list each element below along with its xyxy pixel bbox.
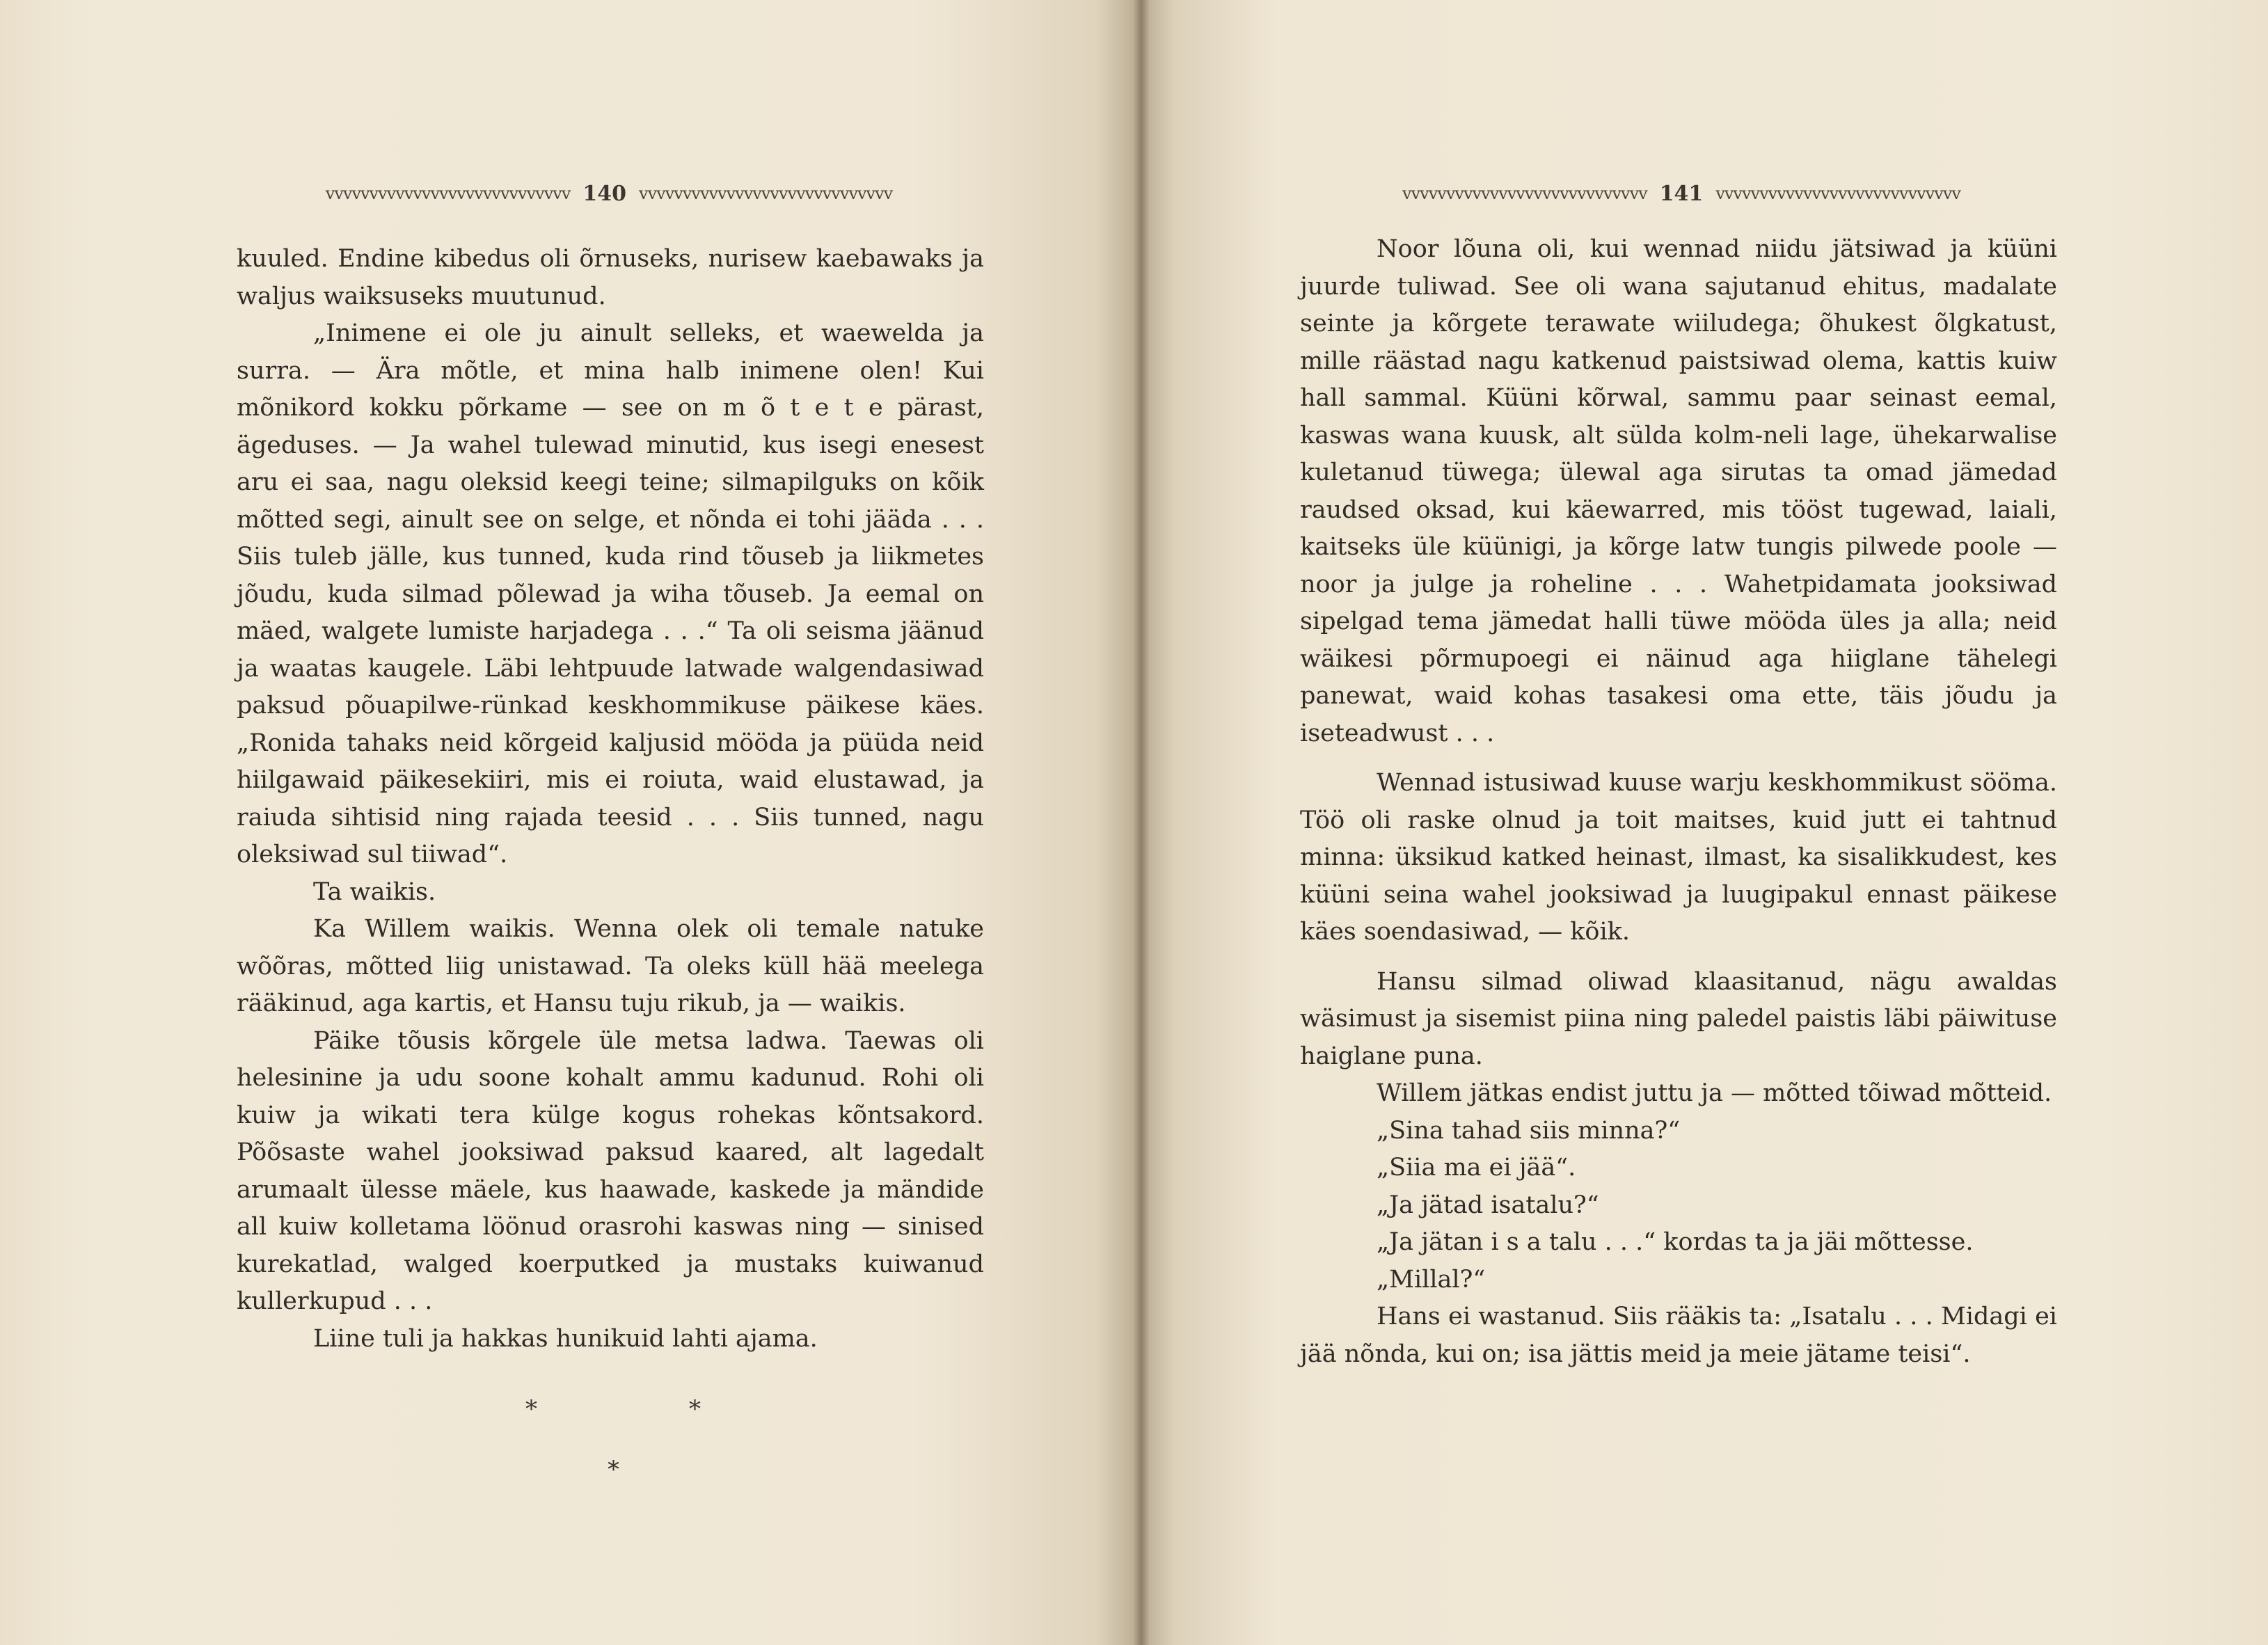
paragraph: „Millal?“ xyxy=(1377,1265,1486,1294)
page-number: 141 xyxy=(1659,181,1704,206)
asterisk: * xyxy=(689,1395,701,1423)
running-header-right xyxy=(1303,180,2060,207)
paragraph: Hans ei wastanud. Siis rääkis ta: „Isatalu . . . Midagi ei jää nõnda, kui on; isa jättis meid ja meie jätame teisi“. xyxy=(1300,1303,2057,1368)
paragraph: „Inimene ei ole ju ainult selleks, et waewelda ja surra. — Ära mõtle, et mina halb inimene olen! Kui mõnikord kokku põrkame — see on m õ t e t e pärast, ägeduses. — Ja wahel tulewad minutid, kus isegi enesest aru ei saa, nagu oleksid keegi teine; silmapilguks on kõik mõtted segi, ainult see on selge, et nõnda ei tohi jääda . . . Siis tuleb jälle, kus tunned, kuda rind tõuseb ja liikmetes jõudu, kuda silmad põlewad ja wiha tõuseb. Ja eemal on mäed, walgete lumiste harjadega . . .“ Ta oli seisma jäänud ja waatas kaugele. Läbi lehtpuude latwade walgendasiwad paksud põuapilwe-rünkad keskhommikuse päikese käes. „Ronida tahaks neid kõrgeid kaljusid mööda ja püüda neid hiilgawaid päikesekiiri, mis ei roiuta, waid elustawad, ja raiuda sihtisid ning rajada teesid . . . Siis tunned, nagu oleksiwad sul tiiwad“. xyxy=(237,319,984,868)
paragraph: Noor lõuna oli, kui wennad niidu jätsiwad ja küüni juurde tuliwad. See oli wana sajutanud ehitus, madalate seinte ja kõrgete terawate wiiludega; õhukest õlgkatust, mille räästad nagu katkenud paistsiwad olema, kattis kuiw hall sammal. Küüni kõrwal, sammu paar seinast eemal, kaswas wana kuusk, alt sülda kolm-neli lage, ühekarwalise kuletanud tüwega; ülewal aga sirutas ta omad jämedad raudsed oksad, kui käewarred, mis tööst tugewad, laiali, kaitseks üle küünigi, ja kõrge latw tungis pilwede poole — noor ja julge ja roheline . . . Wahetpidamata jooksiwad sipelgad tema jämedat halli tüwe mööda üles ja alla; neid wäikesi põrmupoegi ei näinud aga hiiglane tähelegi panewat, waid kohas tasakesi oma ette, täis jõudu ja iseteadwust . . . xyxy=(1300,235,2057,747)
paragraph: Ka Willem waikis. Wenna olek oli temale natuke wõõras, mõtted liig unistawad. Ta oleks küll hää meelega rääkinud, aga kartis, et Hansu tuju rikub, ja — waikis. xyxy=(237,915,984,1017)
header-ornament: vvvvvvvvvvvvvvvvvvvvvvvvvvvvv xyxy=(639,184,893,203)
paragraph: Päike tõusis kõrgele üle metsa ladwa. Taewas oli helesinine ja udu soone kohalt ammu kadunud. Rohi oli kuiw ja wikati tera külge kogus rohekas kõntsakord. Põõsaste wahel jooksiwad paksud kaared, alt lagedalt arumaalt ülesse mäele, kus haawade, kaskede ja mändide all kuiw kolletama löönud orasrohi kaswas ning — sinised kurekatlad, walged koerputked ja mustaks kuiwanud kullerkupud . . . xyxy=(237,1026,984,1315)
page-number: 140 xyxy=(582,181,627,206)
paragraph: Ta waikis. xyxy=(313,877,436,906)
book-gutter xyxy=(1133,0,1150,1645)
header-ornament: vvvvvvvvvvvvvvvvvvvvvvvvvvvv xyxy=(1402,184,1647,203)
paragraph: „Siia ma ei jää“. xyxy=(1377,1154,1576,1182)
body-text-right xyxy=(1300,231,2057,1373)
running-header-left xyxy=(233,180,985,207)
asterisk: * xyxy=(608,1456,619,1484)
paragraph: Hansu silmad oliwad klaasitanud, nägu awaldas wäsimust ja sisemist piina ning paledel paistis läbi päiwituse haiglane puna. xyxy=(1300,967,2057,1070)
paragraph: Wennad istusiwad kuuse warju keskhommikust sööma. Töö oli raske olnud ja toit maitses, kuid jutt ei tahtnud minna: üksikud katked heinast, ilmast, ka sisalikkudest, kes küüni seina wahel jooksiwad ja luugipakul ennast päikese käes soendasiwad, — kõik. xyxy=(1300,769,2057,946)
asterisk: * xyxy=(525,1395,537,1423)
paragraph: „Sina tahad siis minna?“ xyxy=(1377,1116,1681,1145)
paragraph: „Ja jätad isatalu?“ xyxy=(1377,1191,1599,1219)
right-page xyxy=(1141,0,2268,1645)
header-ornament: vvvvvvvvvvvvvvvvvvvvvvvvvvvv xyxy=(325,184,571,203)
body-text-left xyxy=(237,241,984,1358)
paragraph: „Ja jätan i s a talu . . .“ kordas ta ja jäi mõttesse. xyxy=(1377,1228,1974,1256)
paragraph: kuuled. Endine kibedus oli õrnuseks, nurisew kaebawaks ja waljus waiksuseks muutunud. xyxy=(237,245,984,310)
paragraph: Liine tuli ja hakkas hunikuid lahti ajama. xyxy=(313,1324,818,1353)
paragraph: Willem jätkas endist juttu ja — mõtted tõiwad mõtteid. xyxy=(1377,1079,2052,1107)
header-ornament: vvvvvvvvvvvvvvvvvvvvvvvvvvvv xyxy=(1715,184,1960,203)
